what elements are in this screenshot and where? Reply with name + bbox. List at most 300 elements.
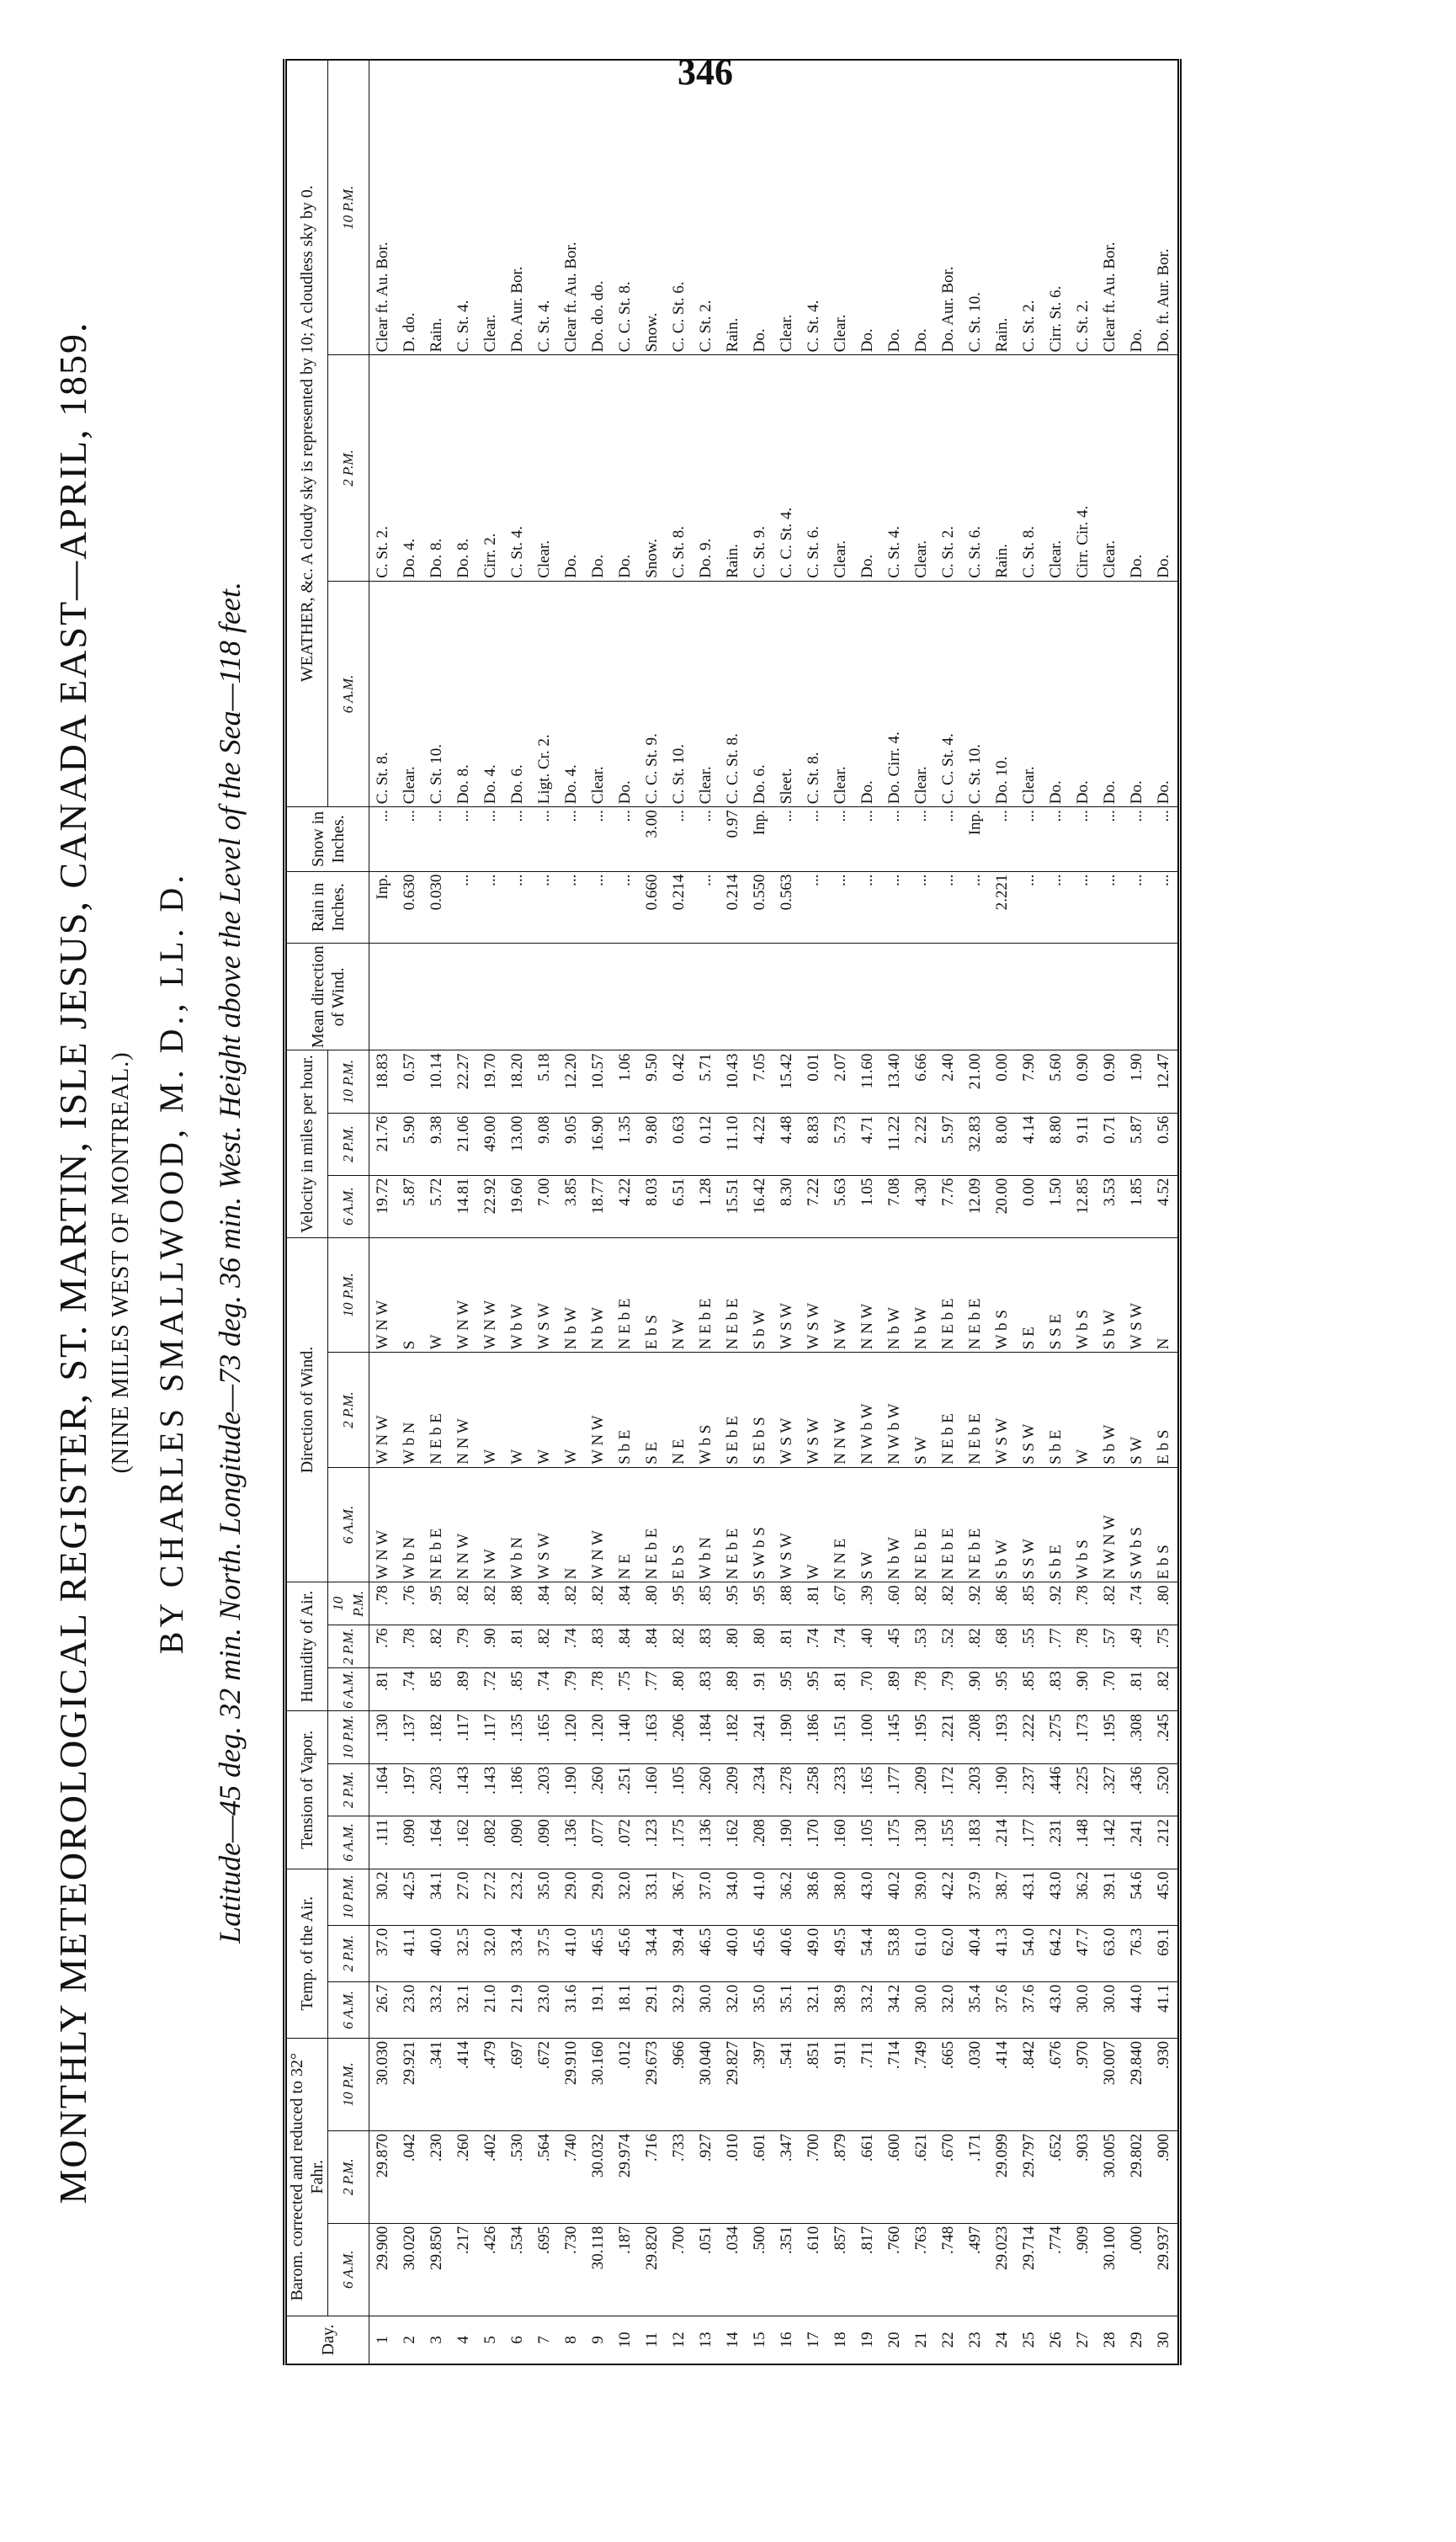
temperature-10pm-cell: 41.0	[747, 1869, 773, 1925]
tension-6am-cell: .082	[477, 1816, 504, 1869]
temperature-2pm-cell: 49.0	[800, 1925, 827, 1981]
barometer-10pm-cell: 29.910	[558, 2038, 585, 2130]
humidity-2pm-cell: .78	[396, 1625, 423, 1668]
tension-10pm-cell: .100	[854, 1711, 881, 1764]
table-row	[504, 60, 531, 2364]
velocity-6am-cell: 16.42	[747, 1175, 773, 1237]
temperature-2pm-cell: 41.3	[989, 1925, 1016, 1981]
velocity-6am-cell: 7.00	[531, 1175, 558, 1237]
header-snow: Snow in Inches.	[285, 807, 369, 871]
header-time: 10 P.M.	[328, 1237, 369, 1353]
snow-cell: ...	[1043, 807, 1070, 871]
wind-direction-10pm-cell: N W	[666, 1237, 693, 1353]
velocity-10pm-cell: 7.05	[747, 1050, 773, 1113]
humidity-10pm-cell: .82	[908, 1582, 935, 1625]
wind-direction-2pm-cell: S W	[908, 1353, 935, 1468]
weather-6am-cell: Do.	[1150, 581, 1180, 806]
weather-2pm-cell: Do. 9.	[693, 355, 720, 581]
day-cell: 9	[585, 2316, 612, 2364]
barometer-10pm-cell: .672	[531, 2038, 558, 2130]
velocity-2pm-cell: 4.22	[747, 1113, 773, 1175]
velocity-10pm-cell: 2.07	[827, 1050, 854, 1113]
wind-direction-6am-cell: N E b E	[962, 1467, 989, 1582]
weather-2pm-cell: Rain.	[720, 355, 747, 581]
tension-6am-cell: .090	[531, 1816, 558, 1869]
wind-direction-10pm-cell: S E	[1016, 1237, 1043, 1353]
header-time: 2 P.M.	[328, 2130, 369, 2223]
wind-direction-6am-cell: N E b E	[935, 1467, 962, 1582]
register-headings	[0, 0, 278, 2542]
weather-6am-cell: Clear.	[827, 581, 854, 806]
humidity-6am-cell: .85	[1016, 1668, 1043, 1711]
weather-2pm-cell: C. C. St. 4.	[773, 355, 800, 581]
tension-6am-cell: .175	[881, 1816, 908, 1869]
weather-10pm-cell: Rain.	[423, 60, 450, 355]
weather-10pm-cell: Clear.	[773, 60, 800, 355]
tension-10pm-cell: .193	[989, 1711, 1016, 1764]
humidity-10pm-cell: .60	[881, 1582, 908, 1625]
tension-10pm-cell: .137	[396, 1711, 423, 1764]
tension-10pm-cell: .308	[1124, 1711, 1150, 1764]
wind-direction-10pm-cell: N E b E	[720, 1237, 747, 1353]
header-time: 2 P.M.	[328, 355, 369, 581]
barometer-6am-cell: 29.820	[639, 2223, 666, 2316]
tension-6am-cell: .136	[558, 1816, 585, 1869]
velocity-6am-cell: 4.52	[1150, 1175, 1180, 1237]
snow-cell: ...	[423, 807, 450, 871]
barometer-10pm-cell: .970	[1070, 2038, 1097, 2130]
velocity-2pm-cell: 5.73	[827, 1113, 854, 1175]
weather-10pm-cell: C. C. St. 8.	[612, 60, 639, 355]
day-cell: 1	[369, 2316, 397, 2364]
wind-direction-2pm-cell: W	[477, 1353, 504, 1468]
velocity-2pm-cell: 4.48	[773, 1113, 800, 1175]
barometer-2pm-cell: .042	[396, 2130, 423, 2223]
snow-cell: ...	[1016, 807, 1043, 871]
tension-2pm-cell: .203	[962, 1763, 989, 1816]
temperature-2pm-cell: 54.4	[854, 1925, 881, 1981]
weather-2pm-cell: Do.	[612, 355, 639, 581]
weather-6am-cell: C. St. 10.	[423, 581, 450, 806]
barometer-2pm-cell: 30.005	[1097, 2130, 1124, 2223]
temperature-10pm-cell: 54.6	[1124, 1869, 1150, 1925]
tension-2pm-cell: .436	[1124, 1763, 1150, 1816]
table-row	[639, 60, 666, 2364]
humidity-6am-cell: .74	[531, 1668, 558, 1711]
temperature-2pm-cell: 41.1	[396, 1925, 423, 1981]
velocity-2pm-cell: 9.80	[639, 1113, 666, 1175]
snow-cell: ...	[396, 807, 423, 871]
wind-direction-10pm-cell: W S W	[800, 1237, 827, 1353]
wind-direction-2pm-cell: S b E	[1043, 1353, 1070, 1468]
rain-cell: 0.214	[720, 871, 747, 944]
table-row	[1124, 60, 1150, 2364]
wind-direction-10pm-cell: N E b E	[693, 1237, 720, 1353]
table-row	[585, 60, 612, 2364]
barometer-10pm-cell: 30.160	[585, 2038, 612, 2130]
temperature-10pm-cell: 35.0	[531, 1869, 558, 1925]
weather-2pm-cell: Clear.	[908, 355, 935, 581]
mean-direction-cell	[747, 944, 773, 1050]
velocity-6am-cell: 7.08	[881, 1175, 908, 1237]
tension-6am-cell: .077	[585, 1816, 612, 1869]
barometer-10pm-cell: .930	[1150, 2038, 1180, 2130]
day-cell: 17	[800, 2316, 827, 2364]
barometer-10pm-cell: .911	[827, 2038, 854, 2130]
day-cell: 16	[773, 2316, 800, 2364]
humidity-10pm-cell: .92	[962, 1582, 989, 1625]
barometer-10pm-cell: .697	[504, 2038, 531, 2130]
temperature-6am-cell: 30.0	[693, 1981, 720, 2038]
tension-2pm-cell: .190	[989, 1763, 1016, 1816]
tension-2pm-cell: .143	[477, 1763, 504, 1816]
weather-6am-cell: Do.	[854, 581, 881, 806]
weather-10pm-cell: C. St. 4.	[531, 60, 558, 355]
rain-cell: 0.550	[747, 871, 773, 944]
humidity-6am-cell: .82	[1150, 1668, 1180, 1711]
humidity-10pm-cell: .81	[800, 1582, 827, 1625]
velocity-6am-cell: 1.85	[1124, 1175, 1150, 1237]
velocity-2pm-cell: 0.12	[693, 1113, 720, 1175]
mean-direction-cell	[908, 944, 935, 1050]
temperature-6am-cell: 31.6	[558, 1981, 585, 2038]
barometer-10pm-cell: .711	[854, 2038, 881, 2130]
velocity-2pm-cell: 21.06	[450, 1113, 477, 1175]
temperature-10pm-cell: 36.7	[666, 1869, 693, 1925]
rain-cell: ...	[962, 871, 989, 944]
weather-2pm-cell: Clear.	[1043, 355, 1070, 581]
wind-direction-2pm-cell: W	[531, 1353, 558, 1468]
velocity-10pm-cell: 5.71	[693, 1050, 720, 1113]
wind-direction-2pm-cell: W N W	[585, 1353, 612, 1468]
velocity-6am-cell: 1.50	[1043, 1175, 1070, 1237]
temperature-6am-cell: 37.6	[1016, 1981, 1043, 2038]
barometer-10pm-cell: 30.040	[693, 2038, 720, 2130]
wind-direction-6am-cell: W N W	[585, 1467, 612, 1582]
tension-2pm-cell: .209	[908, 1763, 935, 1816]
wind-direction-2pm-cell: S b E	[612, 1353, 639, 1468]
mean-direction-cell	[666, 944, 693, 1050]
wind-direction-6am-cell: S W b S	[1124, 1467, 1150, 1582]
tension-2pm-cell: .225	[1070, 1763, 1097, 1816]
barometer-6am-cell: .610	[800, 2223, 827, 2316]
meteorological-register-table	[283, 59, 1182, 2365]
table-row	[854, 60, 881, 2364]
mean-direction-cell	[881, 944, 908, 1050]
wind-direction-6am-cell: N	[558, 1467, 585, 1582]
barometer-2pm-cell: .900	[1150, 2130, 1180, 2223]
barometer-2pm-cell: .716	[639, 2130, 666, 2223]
wind-direction-2pm-cell: W S W	[773, 1353, 800, 1468]
wind-direction-6am-cell: N W N W	[1097, 1467, 1124, 1582]
velocity-2pm-cell: 4.14	[1016, 1113, 1043, 1175]
velocity-2pm-cell: 9.11	[1070, 1113, 1097, 1175]
wind-direction-10pm-cell: N E b E	[935, 1237, 962, 1353]
tension-2pm-cell: .234	[747, 1763, 773, 1816]
temperature-6am-cell: 21.9	[504, 1981, 531, 2038]
velocity-6am-cell: 12.85	[1070, 1175, 1097, 1237]
humidity-10pm-cell: .80	[1150, 1582, 1180, 1625]
humidity-10pm-cell: .82	[585, 1582, 612, 1625]
header-time: 2 P.M.	[328, 1763, 369, 1816]
weather-2pm-cell: Do. 8.	[450, 355, 477, 581]
temperature-6am-cell: 43.0	[1043, 1981, 1070, 2038]
register-location: Latitude—45 deg. 32 min. North. Longitude—73 deg. 36 min. West. Height above the Level of the Sea—118 feet.	[213, 582, 247, 1944]
tension-2pm-cell: .258	[800, 1763, 827, 1816]
humidity-2pm-cell: .79	[450, 1625, 477, 1668]
barometer-2pm-cell: 29.797	[1016, 2130, 1043, 2223]
weather-6am-cell: Do.	[1124, 581, 1150, 806]
header-day: Day.	[285, 2316, 369, 2364]
tension-10pm-cell: .222	[1016, 1711, 1043, 1764]
barometer-6am-cell: .760	[881, 2223, 908, 2316]
velocity-6am-cell: 3.85	[558, 1175, 585, 1237]
day-cell: 12	[666, 2316, 693, 2364]
humidity-6am-cell: .81	[1124, 1668, 1150, 1711]
weather-10pm-cell: C. St. 2.	[693, 60, 720, 355]
humidity-2pm-cell: .83	[693, 1625, 720, 1668]
snow-cell: ...	[693, 807, 720, 871]
tension-6am-cell: .148	[1070, 1816, 1097, 1869]
wind-direction-2pm-cell: S b W	[1097, 1353, 1124, 1468]
snow-cell: ...	[881, 807, 908, 871]
table-row	[773, 60, 800, 2364]
temperature-2pm-cell: 53.8	[881, 1925, 908, 1981]
wind-direction-10pm-cell: W b S	[989, 1237, 1016, 1353]
table-row	[962, 60, 989, 2364]
humidity-6am-cell: .75	[612, 1668, 639, 1711]
header-time: 6 A.M.	[328, 1467, 369, 1582]
barometer-2pm-cell: .661	[854, 2130, 881, 2223]
velocity-2pm-cell: 0.71	[1097, 1113, 1124, 1175]
humidity-6am-cell: .79	[935, 1668, 962, 1711]
temperature-2pm-cell: 47.7	[1070, 1925, 1097, 1981]
temperature-10pm-cell: 38.6	[800, 1869, 827, 1925]
mean-direction-cell	[531, 944, 558, 1050]
humidity-10pm-cell: .88	[773, 1582, 800, 1625]
temperature-6am-cell: 23.0	[396, 1981, 423, 2038]
snow-cell: ...	[504, 807, 531, 871]
weather-10pm-cell: C. St. 4.	[450, 60, 477, 355]
tension-2pm-cell: .160	[639, 1763, 666, 1816]
weather-10pm-cell: Clear ft. Au. Bor.	[369, 60, 397, 355]
humidity-10pm-cell: .92	[1043, 1582, 1070, 1625]
day-cell: 24	[989, 2316, 1016, 2364]
temperature-2pm-cell: 32.0	[477, 1925, 504, 1981]
day-cell: 8	[558, 2316, 585, 2364]
wind-direction-6am-cell: W N W	[369, 1467, 397, 1582]
wind-direction-2pm-cell: N W b W	[881, 1353, 908, 1468]
weather-10pm-cell: C. C. St. 6.	[666, 60, 693, 355]
barometer-6am-cell: 29.023	[989, 2223, 1016, 2316]
barometer-6am-cell: .217	[450, 2223, 477, 2316]
temperature-2pm-cell: 61.0	[908, 1925, 935, 1981]
humidity-2pm-cell: .81	[504, 1625, 531, 1668]
barometer-10pm-cell: .341	[423, 2038, 450, 2130]
barometer-6am-cell: .857	[827, 2223, 854, 2316]
snow-cell: ...	[531, 807, 558, 871]
wind-direction-6am-cell: N N W	[450, 1467, 477, 1582]
header-time: 6 A.M.	[328, 2223, 369, 2316]
tension-10pm-cell: .120	[585, 1711, 612, 1764]
barometer-10pm-cell: .541	[773, 2038, 800, 2130]
humidity-2pm-cell: .82	[962, 1625, 989, 1668]
table-row	[558, 60, 585, 2364]
day-cell: 2	[396, 2316, 423, 2364]
humidity-10pm-cell: .76	[396, 1582, 423, 1625]
snow-cell: ...	[1070, 807, 1097, 871]
tension-2pm-cell: .446	[1043, 1763, 1070, 1816]
velocity-2pm-cell: 5.97	[935, 1113, 962, 1175]
tension-10pm-cell: .190	[773, 1711, 800, 1764]
temperature-6am-cell: 32.0	[720, 1981, 747, 2038]
humidity-10pm-cell: .82	[935, 1582, 962, 1625]
humidity-6am-cell: .70	[1097, 1668, 1124, 1711]
barometer-2pm-cell: .260	[450, 2130, 477, 2223]
wind-direction-2pm-cell: W	[1070, 1353, 1097, 1468]
tension-6am-cell: .142	[1097, 1816, 1124, 1869]
tension-2pm-cell: .177	[881, 1763, 908, 1816]
humidity-6am-cell: .89	[720, 1668, 747, 1711]
humidity-10pm-cell: .88	[504, 1582, 531, 1625]
temperature-6am-cell: 41.1	[1150, 1981, 1180, 2038]
table-row	[1097, 60, 1124, 2364]
tension-10pm-cell: .151	[827, 1711, 854, 1764]
tension-2pm-cell: .233	[827, 1763, 854, 1816]
tension-10pm-cell: .173	[1070, 1711, 1097, 1764]
wind-direction-10pm-cell: W b S	[1070, 1237, 1097, 1353]
rain-cell: 0.660	[639, 871, 666, 944]
weather-10pm-cell: Do. Aur. Bor.	[935, 60, 962, 355]
mean-direction-cell	[989, 944, 1016, 1050]
barometer-10pm-cell: 29.673	[639, 2038, 666, 2130]
velocity-2pm-cell: 9.38	[423, 1113, 450, 1175]
barometer-6am-cell: 29.714	[1016, 2223, 1043, 2316]
temperature-10pm-cell: 40.2	[881, 1869, 908, 1925]
tension-6am-cell: .214	[989, 1816, 1016, 1869]
wind-direction-2pm-cell: N N W	[450, 1353, 477, 1468]
humidity-2pm-cell: .53	[908, 1625, 935, 1668]
temperature-10pm-cell: 27.2	[477, 1869, 504, 1925]
temperature-6am-cell: 34.2	[881, 1981, 908, 2038]
humidity-6am-cell: .78	[908, 1668, 935, 1711]
rain-cell: 0.214	[666, 871, 693, 944]
barometer-2pm-cell: .402	[477, 2130, 504, 2223]
barometer-10pm-cell: .851	[800, 2038, 827, 2130]
velocity-6am-cell: 7.22	[800, 1175, 827, 1237]
temperature-2pm-cell: 40.4	[962, 1925, 989, 1981]
velocity-10pm-cell: 0.42	[666, 1050, 693, 1113]
weather-10pm-cell: Rain.	[720, 60, 747, 355]
humidity-6am-cell: .83	[693, 1668, 720, 1711]
velocity-2pm-cell: 8.83	[800, 1113, 827, 1175]
barometer-2pm-cell: .601	[747, 2130, 773, 2223]
temperature-10pm-cell: 43.1	[1016, 1869, 1043, 1925]
temperature-6am-cell: 33.2	[423, 1981, 450, 2038]
header-time: 2 P.M.	[328, 1353, 369, 1468]
humidity-6am-cell: .95	[989, 1668, 1016, 1711]
table-row	[720, 60, 747, 2364]
weather-6am-cell: Do.	[1070, 581, 1097, 806]
weather-2pm-cell: C. St. 8.	[666, 355, 693, 581]
wind-direction-6am-cell: N b W	[881, 1467, 908, 1582]
rain-cell: ...	[1016, 871, 1043, 944]
wind-direction-10pm-cell: W b W	[504, 1237, 531, 1353]
velocity-10pm-cell: 1.06	[612, 1050, 639, 1113]
tension-10pm-cell: .195	[1097, 1711, 1124, 1764]
tension-6am-cell: .072	[612, 1816, 639, 1869]
barometer-6am-cell: .497	[962, 2223, 989, 2316]
temperature-10pm-cell: 43.0	[1043, 1869, 1070, 1925]
humidity-6am-cell: .70	[854, 1668, 881, 1711]
day-cell: 27	[1070, 2316, 1097, 2364]
table-row	[477, 60, 504, 2364]
velocity-10pm-cell: 21.00	[962, 1050, 989, 1113]
mean-direction-cell	[423, 944, 450, 1050]
barometer-10pm-cell: .397	[747, 2038, 773, 2130]
tension-10pm-cell: .140	[612, 1711, 639, 1764]
tension-10pm-cell: .163	[639, 1711, 666, 1764]
wind-direction-10pm-cell: N	[1150, 1237, 1180, 1353]
temperature-6am-cell: 30.0	[908, 1981, 935, 2038]
weather-10pm-cell: Clear.	[827, 60, 854, 355]
temperature-10pm-cell: 23.2	[504, 1869, 531, 1925]
humidity-2pm-cell: .75	[1150, 1625, 1180, 1668]
wind-direction-10pm-cell: N b W	[881, 1237, 908, 1353]
velocity-6am-cell: 1.28	[693, 1175, 720, 1237]
tension-2pm-cell: .143	[450, 1763, 477, 1816]
temperature-10pm-cell: 39.0	[908, 1869, 935, 1925]
wind-direction-6am-cell: S W	[854, 1467, 881, 1582]
wind-direction-6am-cell: E b S	[666, 1467, 693, 1582]
rain-cell: ...	[585, 871, 612, 944]
temperature-6am-cell: 30.0	[1070, 1981, 1097, 2038]
wind-direction-10pm-cell: N E b E	[962, 1237, 989, 1353]
weather-6am-cell: Sleet.	[773, 581, 800, 806]
tension-6am-cell: .130	[908, 1816, 935, 1869]
header-mean-direction: Mean direction of Wind.	[285, 944, 369, 1050]
mean-direction-cell	[1097, 944, 1124, 1050]
velocity-6am-cell: 19.60	[504, 1175, 531, 1237]
mean-direction-cell	[1150, 944, 1180, 1050]
temperature-10pm-cell: 38.7	[989, 1869, 1016, 1925]
day-cell: 20	[881, 2316, 908, 2364]
wind-direction-2pm-cell: W N W	[369, 1353, 397, 1468]
mean-direction-cell	[369, 944, 397, 1050]
wind-direction-10pm-cell: W S W	[531, 1237, 558, 1353]
table-row	[1016, 60, 1043, 2364]
humidity-6am-cell: .89	[881, 1668, 908, 1711]
wind-direction-6am-cell: N E b E	[423, 1467, 450, 1582]
wind-direction-2pm-cell: W	[504, 1353, 531, 1468]
table-row	[881, 60, 908, 2364]
rain-cell: 2.221	[989, 871, 1016, 944]
temperature-2pm-cell: 69.1	[1150, 1925, 1180, 1981]
table-row	[827, 60, 854, 2364]
temperature-6am-cell: 29.1	[639, 1981, 666, 2038]
mean-direction-cell	[935, 944, 962, 1050]
velocity-10pm-cell: 0.00	[989, 1050, 1016, 1113]
tension-2pm-cell: .165	[854, 1763, 881, 1816]
table-row	[693, 60, 720, 2364]
humidity-6am-cell: .81	[827, 1668, 854, 1711]
mean-direction-cell	[962, 944, 989, 1050]
humidity-6am-cell: .95	[800, 1668, 827, 1711]
barometer-10pm-cell: .030	[962, 2038, 989, 2130]
velocity-10pm-cell: 0.90	[1097, 1050, 1124, 1113]
header-time: 10 P.M.	[328, 60, 369, 355]
barometer-2pm-cell: .652	[1043, 2130, 1070, 2223]
